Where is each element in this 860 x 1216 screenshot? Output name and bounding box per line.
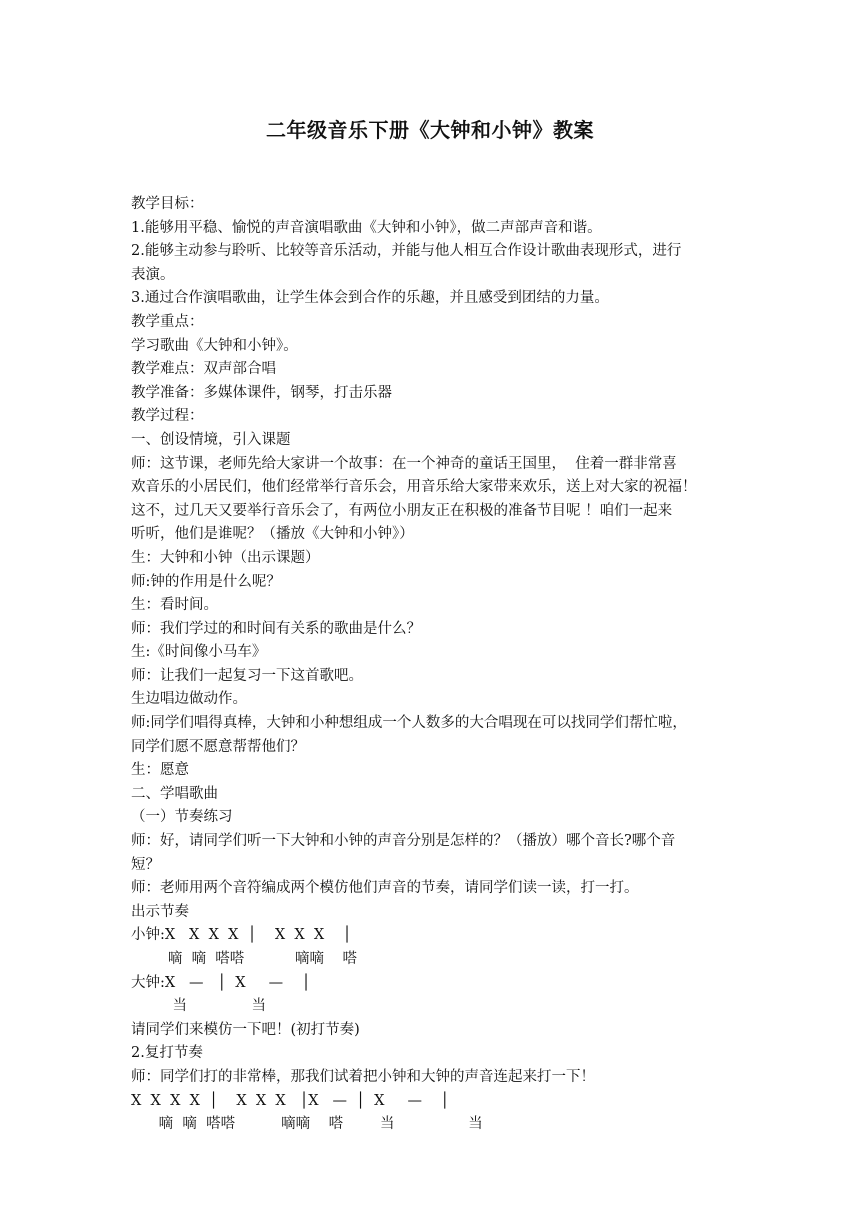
body-line: （一）节奏练习 bbox=[131, 809, 233, 826]
body-line: 生：大钟和小钟（出示课题） bbox=[131, 549, 320, 566]
body-line: 教学过程： bbox=[131, 408, 204, 425]
body-line: 大钟:X — │ X — │ bbox=[131, 974, 311, 991]
body-line: 二、学唱歌曲 bbox=[131, 785, 218, 802]
body-line: 3.通过合作演唱歌曲，让学生体会到合作的乐趣，并且感受到团结的力量。 bbox=[131, 290, 609, 307]
body-line: 出示节奏 bbox=[131, 903, 189, 920]
body-line: 听听，他们是谁呢？（播放《大钟和小钟》） bbox=[131, 526, 414, 543]
body-line: 这不，过几天又要举行音乐会了，有两位小朋友正在积极的准备节目呢 ！咱们一起来 bbox=[131, 502, 673, 519]
body-line: 师：让我们一起复习一下这首歌吧。 bbox=[131, 667, 363, 684]
body-line: 师：同学们打的非常棒，那我们试着把小钟和大钟的声音连起来打一下！ bbox=[131, 1068, 595, 1085]
body-line: 当 当 bbox=[131, 998, 267, 1015]
body-line: 生:《时间像小马车》 bbox=[131, 644, 267, 661]
body-line: 嘀 嘀 嗒嗒 嘀嘀 嗒 当 当 bbox=[131, 1116, 483, 1133]
body-line: 教学目标： bbox=[131, 196, 204, 212]
body-line: 短？ bbox=[131, 856, 160, 873]
body-line: 嘀 嘀 嗒嗒 嘀嘀 嗒 bbox=[131, 951, 357, 967]
body-line: 小钟:X X X X │ X X X │ bbox=[131, 927, 352, 944]
body-line: 生：愿意 bbox=[131, 762, 189, 779]
body-line: 同学们愿不愿意帮帮他们？ bbox=[131, 738, 305, 755]
body-line: 师：好，请同学们听一下大钟和小钟的声音分别是怎样的？（播放）哪个音长?哪个音 bbox=[131, 833, 676, 850]
document-body bbox=[131, 193, 731, 1137]
body-line: 师:同学们唱得真棒，大钟和小种想组成一个人数多的大合唱现在可以找同学们帮忙啦， bbox=[131, 715, 687, 732]
body-line: 师：老师用两个音符编成两个模仿他们声音的节奏，请同学们读一读，打一打。 bbox=[131, 880, 639, 897]
body-line: 教学难点：双声部合唱 bbox=[131, 361, 276, 378]
body-line: 生：看时间。 bbox=[131, 597, 218, 614]
body-line: X X X X │ X X X │X — │ X — │ bbox=[131, 1092, 450, 1109]
body-line: 生边唱边做动作。 bbox=[131, 691, 247, 708]
body-line: 教学准备：多媒体课件，钢琴，打击乐器 bbox=[131, 384, 392, 401]
body-line: 师:钟的作用是什么呢？ bbox=[131, 573, 281, 590]
body-line: 表演。 bbox=[131, 266, 175, 283]
body-line: 请同学们来模仿一下吧！(初打节奏) bbox=[131, 1021, 360, 1038]
body-line: 学习歌曲《大钟和小钟》。 bbox=[131, 337, 298, 354]
body-line: 一、创设情境，引入课题 bbox=[131, 431, 291, 448]
body-line: 2.能够主动参与聆听、比较等音乐活动，并能与他人相互合作设计歌曲表现形式，进行 bbox=[131, 243, 682, 260]
body-line: 欢音乐的小居民们，他们经常举行音乐会，用音乐给大家带来欢乐，送上对大家的祝福！ bbox=[131, 479, 697, 496]
body-line: 师：我们学过的和时间有关系的歌曲是什么？ bbox=[131, 620, 421, 637]
body-line: 2.复打节奏 bbox=[131, 1045, 203, 1062]
body-line: 师：这节课，老师先给大家讲一个故事：在一个神奇的童话王国里， 住着一群非常喜 bbox=[131, 455, 677, 472]
body-line: 教学重点： bbox=[131, 313, 204, 330]
body-line: 1.能够用平稳、愉悦的声音演唱歌曲《大钟和小钟》，做二声部声音和谐。 bbox=[131, 219, 602, 236]
document-title: 二年级音乐下册《大钟和小钟》教案 bbox=[266, 118, 594, 142]
